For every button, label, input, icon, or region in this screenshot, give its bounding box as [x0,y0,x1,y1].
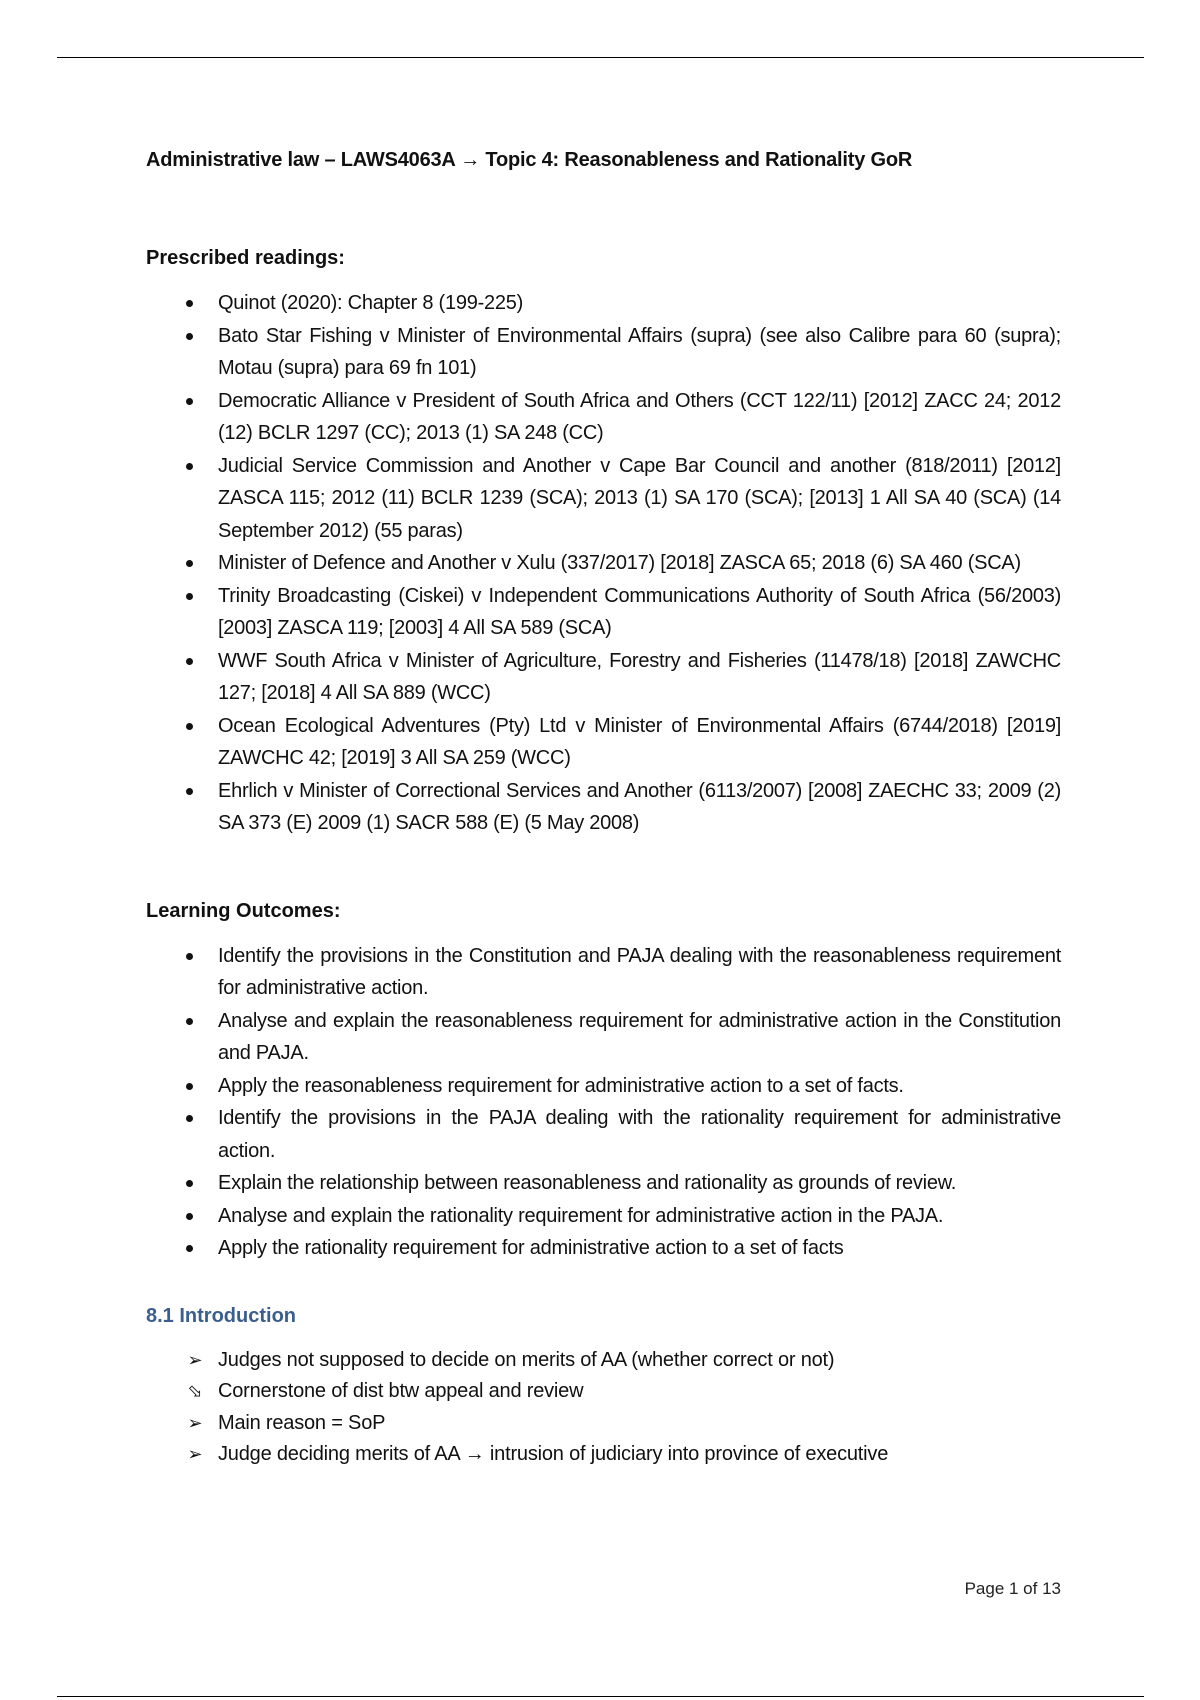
outcome-item: Identify the provisions in the Constitution and PAJA dealing with the reasonableness requirement for administrative action. [146,940,1061,1005]
outcome-item: Analyse and explain the reasonableness requirement for administrative action in the Constitution and PAJA. [146,1005,1061,1070]
outcome-item: Apply the rationality requirement for administrative action to a set of facts [146,1232,1061,1265]
prescribed-readings-heading: Prescribed readings: [146,247,345,269]
outcome-item: Analyse and explain the rationality requirement for administrative action in the PAJA. [146,1200,1061,1233]
bullet-icon [186,1115,193,1122]
introduction-heading: 8.1 Introduction [146,1304,296,1327]
document-title: Administrative law – LAWS4063A → Topic 4: Reasonableness and Rationality GoR [146,149,913,171]
intro-item: ⬂ Cornerstone of dist btw appeal and review [146,1376,1061,1408]
learning-outcomes-list [146,940,1061,1265]
reading-item: Quinot (2020): Chapter 8 (199-225) [146,287,1061,320]
bullet-icon [186,593,193,600]
page-number: Page 1 of 13 [964,1579,1061,1598]
bottom-rule [57,1696,1144,1697]
reading-item: Democratic Alliance v President of South Africa and Others (CCT 122/11) [2012] ZACC 24; 2012 (12) BCLR 1297 (CC); 2013 (1) SA 248 (CC) [146,385,1061,450]
reading-item: WWF South Africa v Minister of Agriculture, Forestry and Fisheries (11478/18) [2018] ZAWCHC 127; [2018] 4 All SA 889 (WCC) [146,645,1061,710]
reading-item: Ehrlich v Minister of Correctional Services and Another (6113/2007) [2008] ZAECHC 33; 2009 (2) SA 373 (E) 2009 (1) SACR 588 (E) (5 May 2008) [146,775,1061,840]
bent-arrow-bullet-icon: ⬂ [187,1381,203,1401]
prescribed-readings-list [146,287,1061,840]
intro-item: ➢ Judge deciding merits of AA → intrusion of judiciary into province of executive [146,1439,1061,1471]
reading-item: Minister of Defence and Another v Xulu (337/2017) [2018] ZASCA 65; 2018 (6) SA 460 (SCA) [146,547,1061,580]
outcome-item: Explain the relationship between reasonableness and rationality as grounds of review. [146,1167,1061,1200]
bullet-icon [186,788,193,795]
arrow-bullet-icon: ➢ [187,1349,203,1370]
bullet-icon [186,300,193,307]
bullet-icon [186,953,193,960]
bullet-icon [186,1213,193,1220]
arrow-bullet-icon: ➢ [187,1412,203,1433]
bullet-icon [186,658,193,665]
outcome-item: Apply the reasonableness requirement for administrative action to a set of facts. [146,1070,1061,1103]
document-page [146,145,1061,1471]
bullet-icon [186,1018,193,1025]
introduction-list [146,1345,1061,1471]
bullet-icon [186,723,193,730]
intro-item: ➢ Judges not supposed to decide on merits of AA (whether correct or not) [146,1345,1061,1377]
reading-item: Ocean Ecological Adventures (Pty) Ltd v Minister of Environmental Affairs (6744/2018) [2019] ZAWCHC 42; [2019] 3 All SA 259 (WCC) [146,710,1061,775]
top-rule [57,57,1144,58]
learning-outcomes-heading: Learning Outcomes: [146,899,341,922]
reading-item: Trinity Broadcasting (Ciskei) v Independent Communications Authority of South Africa (56/2003) [2003] ZASCA 119; [2003] 4 All SA 589 (SCA) [146,580,1061,645]
intro-item: ➢ Main reason = SoP [146,1408,1061,1440]
bullet-icon [186,560,193,567]
reading-item: Judicial Service Commission and Another v Cape Bar Council and another (818/2011) [2012] ZASCA 115; 2012 (11) BCLR 1239 (SCA); 2013 (1) SA 170 (SCA); [2013] 1 All SA 40 (SCA) (14 September 2012) (55 paras) [146,450,1061,548]
reading-item: Bato Star Fishing v Minister of Environmental Affairs (supra) (see also Calibre para 60 (supra); Motau (supra) para 69 fn 101) [146,320,1061,385]
bullet-icon [186,1245,193,1252]
bullet-icon [186,398,193,405]
outcome-item: Identify the provisions in the PAJA dealing with the rationality requirement for administrative action. [146,1102,1061,1167]
arrow-bullet-icon: ➢ [187,1444,203,1464]
bullet-icon [186,333,193,340]
bullet-icon [186,1180,193,1187]
bullet-icon [186,1083,193,1090]
bullet-icon [186,463,193,470]
